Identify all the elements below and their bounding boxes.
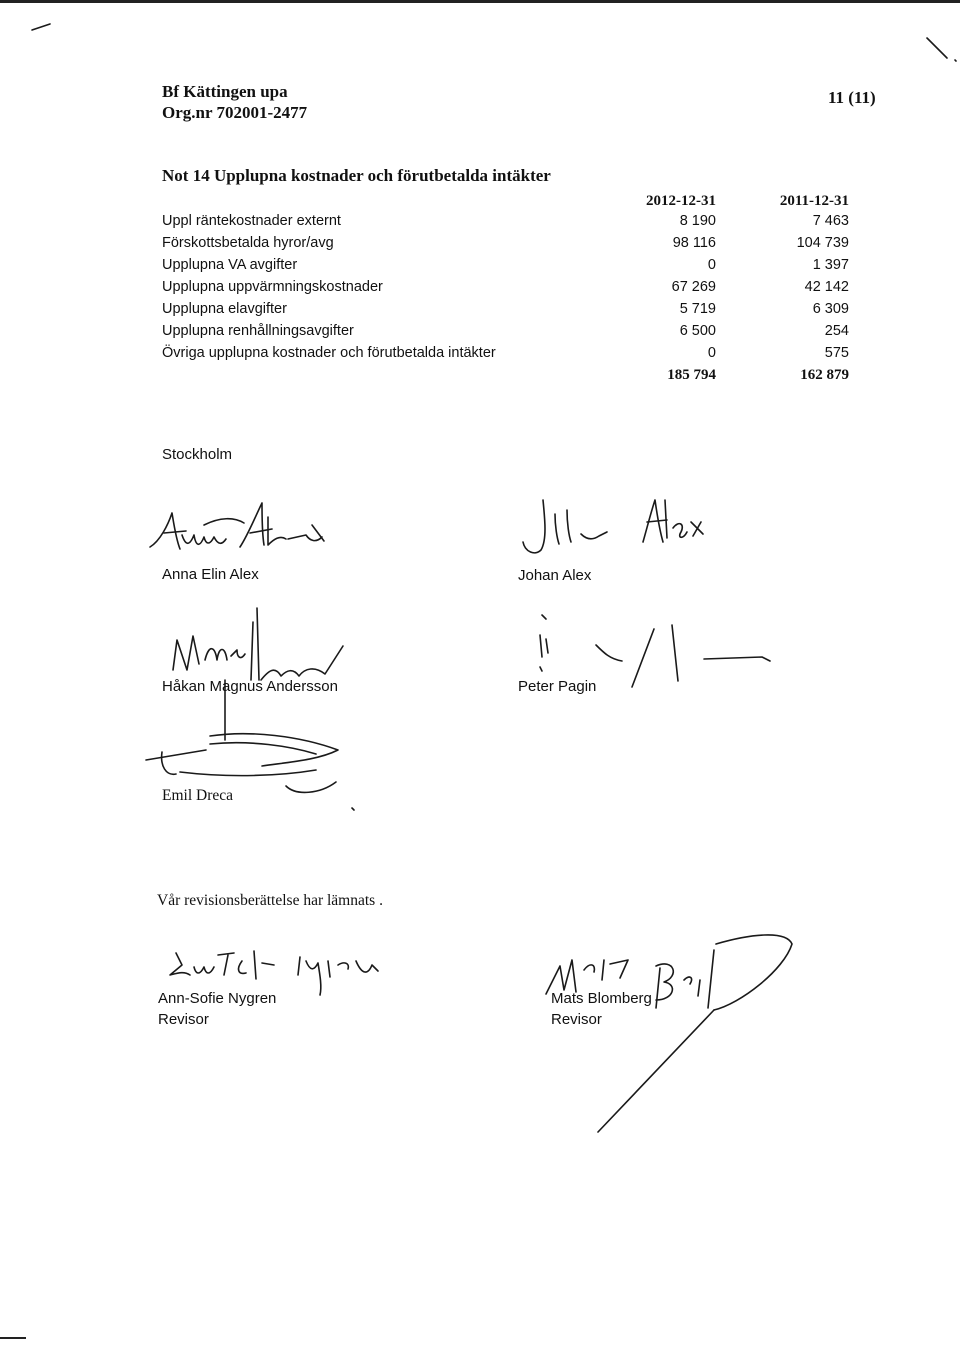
row-value-2011: 1 397 <box>812 257 849 273</box>
row-value-2012: 0 <box>707 257 716 273</box>
row-value-2011: 104 739 <box>796 235 849 251</box>
org-name: Bf Kättingen upa <box>162 82 288 101</box>
row-value-2012: 0 <box>707 345 716 361</box>
page-number: 11 (11) <box>828 88 876 107</box>
scan-mark-top-right <box>925 36 960 66</box>
handwritten-signature-anna-elin-alex <box>140 495 360 570</box>
row-label: Upplupna renhållningsavgifter <box>162 323 354 339</box>
signer-name: Johan Alex <box>518 567 592 584</box>
row-label: Övriga upplupna kostnader och förutbetalda intäkter <box>162 345 496 361</box>
row-label: Upplupna uppvärmningskostnader <box>162 279 383 295</box>
row-value-2011: 7 463 <box>812 213 849 229</box>
row-value-2012: 67 269 <box>671 279 716 295</box>
handwritten-signature-johan-alex <box>515 492 745 572</box>
row-label: Upplupna elavgifter <box>162 301 287 317</box>
auditor-title: Revisor <box>551 1011 602 1028</box>
row-value-2012: 5 719 <box>679 301 716 317</box>
row-value-2012: 98 116 <box>672 235 716 251</box>
bottom-left-corner-mark <box>0 1337 26 1339</box>
total-2011: 162 879 <box>800 367 849 383</box>
audit-statement: Vår revisionsberättelse har lämnats . <box>157 892 383 909</box>
row-label: Uppl räntekostnader externt <box>162 213 341 229</box>
row-value-2011: 42 142 <box>804 279 849 295</box>
signer-name: Håkan Magnus Andersson <box>162 678 338 695</box>
signer-name: Anna Elin Alex <box>162 566 259 583</box>
signer-name: Peter Pagin <box>518 678 597 695</box>
org-number: Org.nr 702001-2477 <box>162 103 308 122</box>
signer-name: Emil Dreca <box>162 787 234 804</box>
row-label: Upplupna VA avgifter <box>162 257 298 273</box>
row-value-2012: 6 500 <box>679 323 716 339</box>
auditor-name: Mats Blomberg <box>551 990 652 1007</box>
row-value-2011: 254 <box>824 323 849 339</box>
note-title: Not 14 Upplupna kostnader och förutbetalda intäkter <box>162 166 551 185</box>
row-label: Förskottsbetalda hyror/avg <box>162 235 334 251</box>
handwritten-signature-mats-blomberg <box>540 930 800 1140</box>
column-header-2012: 2012-12-31 <box>646 193 716 209</box>
row-value-2012: 8 190 <box>679 213 716 229</box>
row-value-2011: 575 <box>824 345 849 361</box>
column-header-2011: 2011-12-31 <box>779 193 849 209</box>
scan-speck <box>350 806 358 814</box>
total-2012: 185 794 <box>667 367 716 383</box>
row-value-2011: 6 309 <box>812 301 849 317</box>
top-border-line <box>0 0 960 3</box>
scan-mark-top-left <box>30 18 60 38</box>
auditor-name: Ann-Sofie Nygren <box>158 990 277 1007</box>
auditor-title: Revisor <box>158 1011 209 1028</box>
signing-place: Stockholm <box>162 446 233 463</box>
